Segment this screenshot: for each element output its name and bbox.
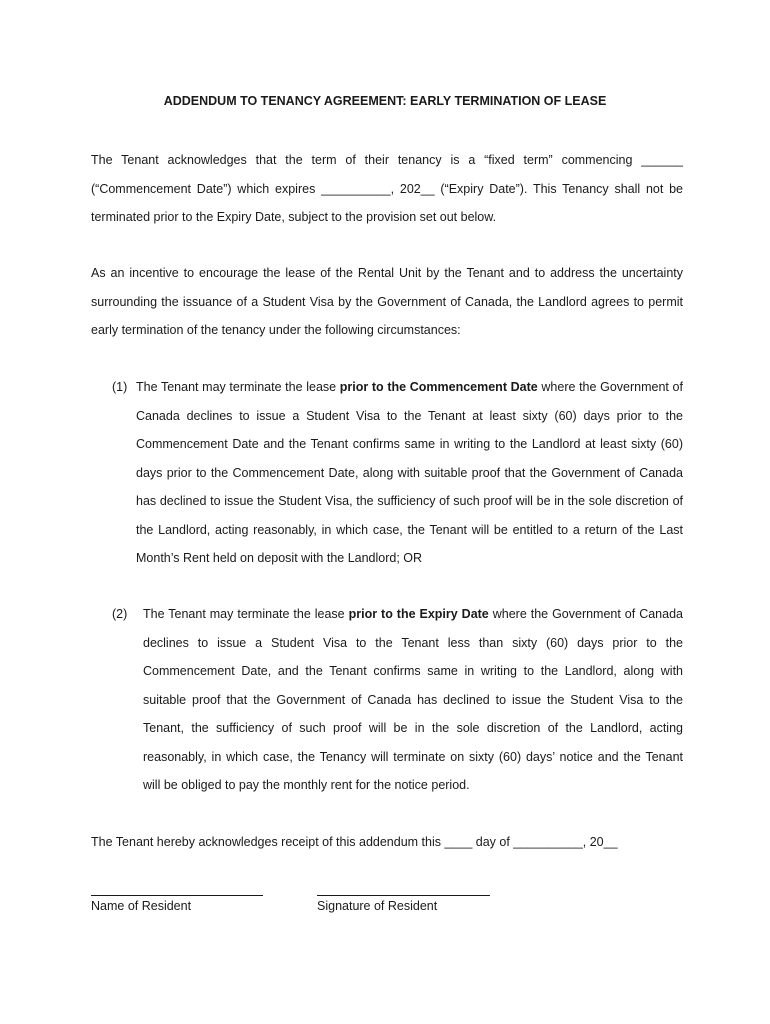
document-title: ADDENDUM TO TENANCY AGREEMENT: EARLY TERMINATION OF LEASE <box>163 94 607 108</box>
term-paragraph: The Tenant acknowledges that the term of their tenancy is a “fixed term” commencing ______ (“Commencement Date”) which expires __________, 202__ (“Expiry Date”). This Tenancy shall not be terminated prior to the Expiry Date, subject to the provision set out below. <box>91 153 683 224</box>
resident-name-line <box>91 895 263 896</box>
condition-item-2 <box>112 600 683 800</box>
item-number: (2) <box>112 607 128 621</box>
resident-signature-label: Signature of Resident <box>317 899 438 913</box>
item-number: (1) <box>112 380 128 394</box>
item-bold-condition: prior to the Expiry Date <box>348 607 489 621</box>
incentive-paragraph: As an incentive to encourage the lease of the Rental Unit by the Tenant and to address the uncertainty surrounding the issuance of a Student Visa by the Government of Canada, the Landlord agrees to permit early termination of the tenancy under the following circumstances: <box>91 266 683 337</box>
item-bold-condition: prior to the Commencement Date <box>339 380 538 394</box>
condition-item-1 <box>112 373 683 573</box>
acknowledgement-line: The Tenant hereby acknowledges receipt of this addendum this ____ day of __________, 20__ <box>91 835 618 849</box>
item-text <box>143 600 683 800</box>
item-text <box>136 373 683 573</box>
resident-name-label: Name of Resident <box>91 899 192 913</box>
item-text-rest: where the Government of Canada declines to issue a Student Visa to the Tenant less than sixty (60) days prior to the Commencement Date, and the Tenant confirms same in writing to the Landlord, along with suitable proof that the Government of Canada has declined to issue the Student Visa to the Tenant, the sufficiency of such proof will be in the sole discretion of the Landlord, acting reasonably, in which case, the Tenancy will terminate on sixty (60) days’ notice and the Tenant will be obliged to pay the monthly rent for the notice period. <box>143 607 683 792</box>
item-text-rest: where the Government of Canada declines to issue a Student Visa to the Tenant at least sixty (60) days prior to the Commencement Date and the Tenant confirms same in writing to the Landlord at least sixty (60) days prior to the Commencement Date, along with suitable proof that the Government of Canada has declined to issue the Student Visa, the sufficiency of such proof will be in the sole discretion of the Landlord, acting reasonably, in which case, the Tenant will be entitled to a return of the Last Month’s Rent held on deposit with the Landlord; OR <box>136 380 683 565</box>
item-text-start: The Tenant may terminate the lease <box>143 607 349 621</box>
item-text-start: The Tenant may terminate the lease <box>136 380 340 394</box>
resident-signature-line <box>317 895 490 896</box>
